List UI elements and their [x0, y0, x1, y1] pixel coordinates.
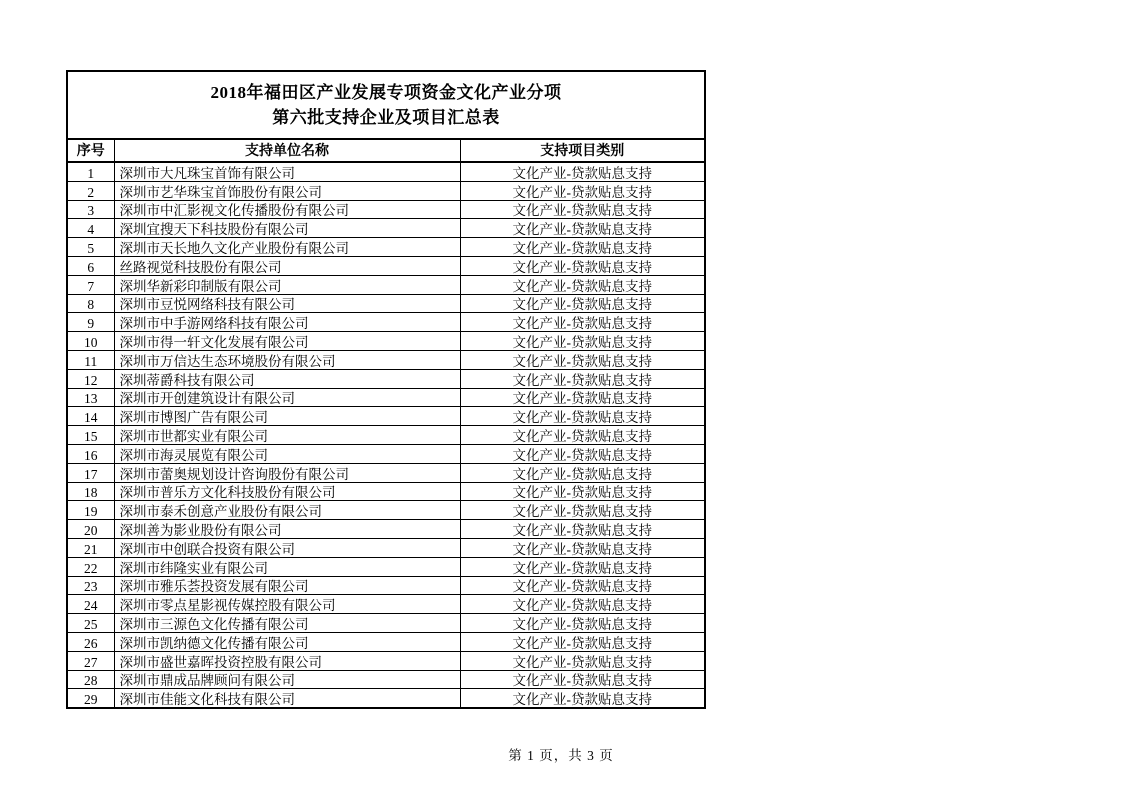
table-row	[68, 557, 704, 576]
row-number-cell: 27	[68, 651, 114, 670]
company-name-cell: 深圳市纬隆实业有限公司	[114, 557, 460, 576]
company-name-cell: 深圳市泰禾创意产业股份有限公司	[114, 501, 460, 520]
table-row	[68, 501, 704, 520]
category-cell: 文化产业-贷款贴息支持	[460, 501, 704, 520]
category-cell: 文化产业-贷款贴息支持	[460, 238, 704, 257]
company-name-cell: 深圳市艺华珠宝首饰股份有限公司	[114, 181, 460, 200]
row-number-cell: 10	[68, 332, 114, 351]
row-number-cell: 22	[68, 557, 114, 576]
row-number-cell: 14	[68, 407, 114, 426]
row-number-cell: 23	[68, 576, 114, 595]
company-name-cell: 深圳市蕾奥规划设计咨询股份有限公司	[114, 463, 460, 482]
company-name-cell: 深圳宜搜天下科技股份有限公司	[114, 219, 460, 238]
category-cell: 文化产业-贷款贴息支持	[460, 670, 704, 689]
table-row	[68, 632, 704, 651]
table-row	[68, 520, 704, 539]
company-name-cell: 深圳市零点星影视传媒控股有限公司	[114, 595, 460, 614]
row-number-cell: 20	[68, 520, 114, 539]
category-cell: 文化产业-贷款贴息支持	[460, 219, 704, 238]
table-title	[68, 72, 704, 140]
company-name-cell: 深圳市普乐方文化科技股份有限公司	[114, 482, 460, 501]
category-cell: 文化产业-贷款贴息支持	[460, 313, 704, 332]
header-no: 序号	[68, 140, 114, 162]
table-row	[68, 444, 704, 463]
row-number-cell: 26	[68, 632, 114, 651]
table-row	[68, 388, 704, 407]
row-number-cell: 21	[68, 538, 114, 557]
table-row	[68, 651, 704, 670]
header-row	[68, 140, 704, 162]
company-name-cell: 深圳市鼎成品牌顾问有限公司	[114, 670, 460, 689]
company-name-cell: 深圳市佳能文化科技有限公司	[114, 689, 460, 707]
company-name-cell: 深圳市三源色文化传播有限公司	[114, 614, 460, 633]
company-name-cell: 深圳善为影业股份有限公司	[114, 520, 460, 539]
row-number-cell: 1	[68, 162, 114, 181]
table-row	[68, 181, 704, 200]
company-name-cell: 深圳市得一轩文化发展有限公司	[114, 332, 460, 351]
company-name-cell: 深圳华新彩印制版有限公司	[114, 275, 460, 294]
category-cell: 文化产业-贷款贴息支持	[460, 595, 704, 614]
category-cell: 文化产业-贷款贴息支持	[460, 388, 704, 407]
table-row	[68, 162, 704, 181]
row-number-cell: 18	[68, 482, 114, 501]
table-row	[68, 670, 704, 689]
company-name-cell: 深圳市豆悦网络科技有限公司	[114, 294, 460, 313]
company-name-cell: 深圳市万信达生态环境股份有限公司	[114, 350, 460, 369]
table-row	[68, 238, 704, 257]
table-row	[68, 595, 704, 614]
table-row	[68, 369, 704, 388]
category-cell: 文化产业-贷款贴息支持	[460, 181, 704, 200]
row-number-cell: 25	[68, 614, 114, 633]
table-row	[68, 538, 704, 557]
company-name-cell: 深圳市雅乐荟投资发展有限公司	[114, 576, 460, 595]
company-name-cell: 深圳市盛世嘉晖投资控股有限公司	[114, 651, 460, 670]
company-name-cell: 深圳市天长地久文化产业股份有限公司	[114, 238, 460, 257]
table-row	[68, 313, 704, 332]
category-cell: 文化产业-贷款贴息支持	[460, 200, 704, 219]
header-category: 支持项目类别	[460, 140, 704, 162]
company-name-cell: 深圳市大凡珠宝首饰有限公司	[114, 162, 460, 181]
table-row	[68, 350, 704, 369]
company-name-cell: 深圳市世都实业有限公司	[114, 426, 460, 445]
table-row	[68, 256, 704, 275]
category-cell: 文化产业-贷款贴息支持	[460, 689, 704, 707]
category-cell: 文化产业-贷款贴息支持	[460, 256, 704, 275]
page-number-footer: 第 1 页，共 3 页	[508, 748, 614, 763]
table-row	[68, 482, 704, 501]
row-number-cell: 24	[68, 595, 114, 614]
category-cell: 文化产业-贷款贴息支持	[460, 538, 704, 557]
table-title-line2: 第六批支持企业及项目汇总表	[272, 108, 500, 127]
summary-table	[66, 70, 706, 709]
category-cell: 文化产业-贷款贴息支持	[460, 162, 704, 181]
table-row	[68, 576, 704, 595]
row-number-cell: 2	[68, 181, 114, 200]
row-number-cell: 29	[68, 689, 114, 707]
category-cell: 文化产业-贷款贴息支持	[460, 444, 704, 463]
table-row	[68, 294, 704, 313]
company-name-cell: 深圳市中手游网络科技有限公司	[114, 313, 460, 332]
row-number-cell: 19	[68, 501, 114, 520]
table-row	[68, 407, 704, 426]
category-cell: 文化产业-贷款贴息支持	[460, 369, 704, 388]
company-name-cell: 深圳蒂爵科技有限公司	[114, 369, 460, 388]
category-cell: 文化产业-贷款贴息支持	[460, 614, 704, 633]
company-name-cell: 深圳市开创建筑设计有限公司	[114, 388, 460, 407]
row-number-cell: 12	[68, 369, 114, 388]
category-cell: 文化产业-贷款贴息支持	[460, 557, 704, 576]
category-cell: 文化产业-贷款贴息支持	[460, 426, 704, 445]
category-cell: 文化产业-贷款贴息支持	[460, 576, 704, 595]
row-number-cell: 16	[68, 444, 114, 463]
company-name-cell: 深圳市中汇影视文化传播股份有限公司	[114, 200, 460, 219]
row-number-cell: 13	[68, 388, 114, 407]
table-row	[68, 614, 704, 633]
company-name-cell: 深圳市中创联合投资有限公司	[114, 538, 460, 557]
row-number-cell: 8	[68, 294, 114, 313]
row-number-cell: 17	[68, 463, 114, 482]
category-cell: 文化产业-贷款贴息支持	[460, 294, 704, 313]
table-row	[68, 689, 704, 707]
category-cell: 文化产业-贷款贴息支持	[460, 275, 704, 294]
category-cell: 文化产业-贷款贴息支持	[460, 407, 704, 426]
table-row	[68, 332, 704, 351]
company-name-cell: 深圳市海灵展览有限公司	[114, 444, 460, 463]
row-number-cell: 11	[68, 350, 114, 369]
category-cell: 文化产业-贷款贴息支持	[460, 482, 704, 501]
table-row	[68, 275, 704, 294]
row-number-cell: 7	[68, 275, 114, 294]
category-cell: 文化产业-贷款贴息支持	[460, 632, 704, 651]
table-body	[68, 162, 704, 707]
row-number-cell: 9	[68, 313, 114, 332]
table-row	[68, 200, 704, 219]
company-name-cell: 深圳市凯纳德文化传播有限公司	[114, 632, 460, 651]
table-row	[68, 426, 704, 445]
category-cell: 文化产业-贷款贴息支持	[460, 520, 704, 539]
category-cell: 文化产业-贷款贴息支持	[460, 350, 704, 369]
company-name-cell: 深圳市博图广告有限公司	[114, 407, 460, 426]
table-row	[68, 463, 704, 482]
header-company-name: 支持单位名称	[114, 140, 460, 162]
table-row	[68, 219, 704, 238]
category-cell: 文化产业-贷款贴息支持	[460, 332, 704, 351]
row-number-cell: 6	[68, 256, 114, 275]
category-cell: 文化产业-贷款贴息支持	[460, 651, 704, 670]
row-number-cell: 4	[68, 219, 114, 238]
row-number-cell: 28	[68, 670, 114, 689]
company-name-cell: 丝路视觉科技股份有限公司	[114, 256, 460, 275]
data-table	[68, 140, 704, 707]
table-title-line1: 2018年福田区产业发展专项资金文化产业分项	[210, 83, 562, 102]
row-number-cell: 15	[68, 426, 114, 445]
row-number-cell: 3	[68, 200, 114, 219]
row-number-cell: 5	[68, 238, 114, 257]
category-cell: 文化产业-贷款贴息支持	[460, 463, 704, 482]
